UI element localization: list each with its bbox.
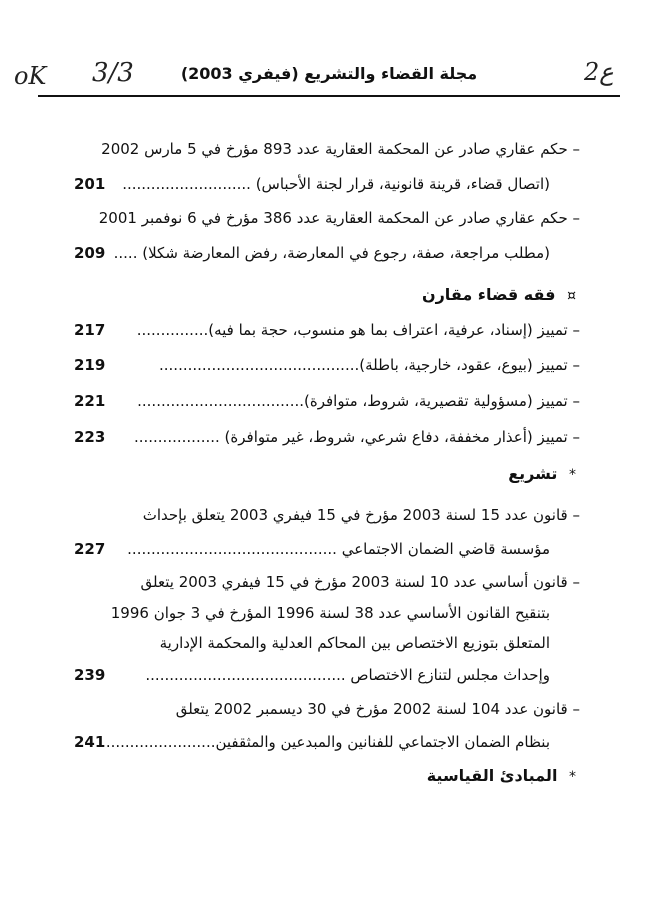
- toc-entry-text: وإحداث مجلس لتنازع الاختصاص ..........................................: [145, 666, 550, 684]
- toc-entry: [60, 730, 580, 754]
- journal-header-title: مجلة القضاء والتشريع (فيفري 2003): [180, 64, 478, 83]
- toc-entry-page: 221: [74, 392, 106, 410]
- toc-entry-text: بتنقيح القانون الأساسي عدد 38 لسنة 1996 المؤرخ في 3 جوان 1996: [110, 604, 550, 622]
- toc-entry-page: 241: [74, 733, 106, 751]
- toc-entry: [60, 206, 580, 230]
- toc-entry: [60, 353, 580, 377]
- toc-entry: [60, 503, 580, 527]
- handwritten-page-mark: 2ع: [584, 58, 614, 86]
- toc-entry-text: المتعلق بتوزيع الاختصاص بين المحاكم العدلية والمحكمة الإدارية: [159, 634, 550, 652]
- handwritten-fraction: 3/3: [92, 58, 134, 88]
- toc-entry-text: – حكم عقاري صادر عن المحكمة العقارية عدد 386 مؤرخ في 6 نوفمبر 2001: [98, 209, 580, 227]
- toc-entry-text: – قانون عدد 15 لسنة 2003 مؤرخ في 15 فيفري 2003 يتعلق بإحداث: [142, 506, 580, 524]
- toc-entry: [60, 631, 580, 655]
- toc-entry: [60, 318, 580, 342]
- toc-entry: [60, 663, 580, 687]
- toc-entry: [60, 425, 580, 449]
- toc-entry: [60, 241, 580, 265]
- toc-entry: [60, 537, 580, 561]
- section-heading-comparative: [422, 285, 576, 304]
- section-heading-legislation: [508, 464, 576, 483]
- toc-entry-page: 201: [74, 175, 106, 193]
- section-title: المبادئ القياسية: [426, 766, 558, 785]
- toc-entry: [60, 697, 580, 721]
- section-bullet: *: [569, 467, 576, 483]
- toc-entry-page: 217: [74, 321, 106, 339]
- section-title: تشريع: [508, 464, 558, 483]
- toc-entry-text: – تمييز (إسناد، عرفية، اعتراف بما هو منسوب، حجة بما فيه)...............: [136, 321, 580, 339]
- toc-entry: [60, 137, 580, 161]
- toc-entry-text: – قانون عدد 104 لسنة 2002 مؤرخ في 30 ديسمبر 2002 يتعلق: [175, 700, 580, 718]
- section-title: فقه قضاء مقارن: [421, 285, 556, 304]
- header-rule: [38, 95, 620, 97]
- toc-entry-text: مؤسسة قاضي الضمان الاجتماعي ............................................: [127, 540, 550, 558]
- toc-entry: [60, 570, 580, 594]
- toc-entry-page: 223: [74, 428, 106, 446]
- toc-entry-text: (مطلب مراجعة، صفة، رجوع في المعارضة، رفض المعارضة شكلا) .....: [113, 244, 550, 262]
- toc-entry: [60, 601, 580, 625]
- toc-entry-text: – حكم عقاري صادر عن المحكمة العقارية عدد 893 مؤرخ في 5 مارس 2002: [101, 140, 580, 158]
- toc-entry-text: بنظام الضمان الاجتماعي للفنانين والمبدعين والمثقفين.......................: [105, 733, 550, 751]
- section-heading-standard-principles: [427, 766, 576, 785]
- toc-entry-page: 209: [74, 244, 106, 262]
- toc-entry-page: 219: [74, 356, 106, 374]
- toc-entry: [60, 389, 580, 413]
- toc-entry: [60, 172, 580, 196]
- toc-entry-page: 239: [74, 666, 106, 684]
- section-bullet: *: [569, 769, 576, 785]
- toc-entry-text: – تمييز (أعذار مخففة، دفاع شرعي، شروط، غير متوافرة) ..................: [133, 428, 580, 446]
- toc-entry-text: – تمييز (مسؤولية تقصيرية، شروط، متوافرة)...................................: [137, 392, 580, 410]
- toc-entry-page: 227: [74, 540, 106, 558]
- toc-entry-text: – تمييز (بيوع، عقود، خارجية، باطلة)..........................................: [159, 356, 580, 374]
- toc-entry-text: – قانون أساسي عدد 10 لسنة 2003 مؤرخ في 15 فيفري 2003 يتعلق: [140, 573, 580, 591]
- section-bullet: ¤: [567, 288, 576, 304]
- handwritten-ok: oK: [14, 62, 47, 90]
- toc-entry-text: (اتصال قضاء، قرينة قانونية، قرار لجنة الأحباس) ...........................: [122, 175, 550, 193]
